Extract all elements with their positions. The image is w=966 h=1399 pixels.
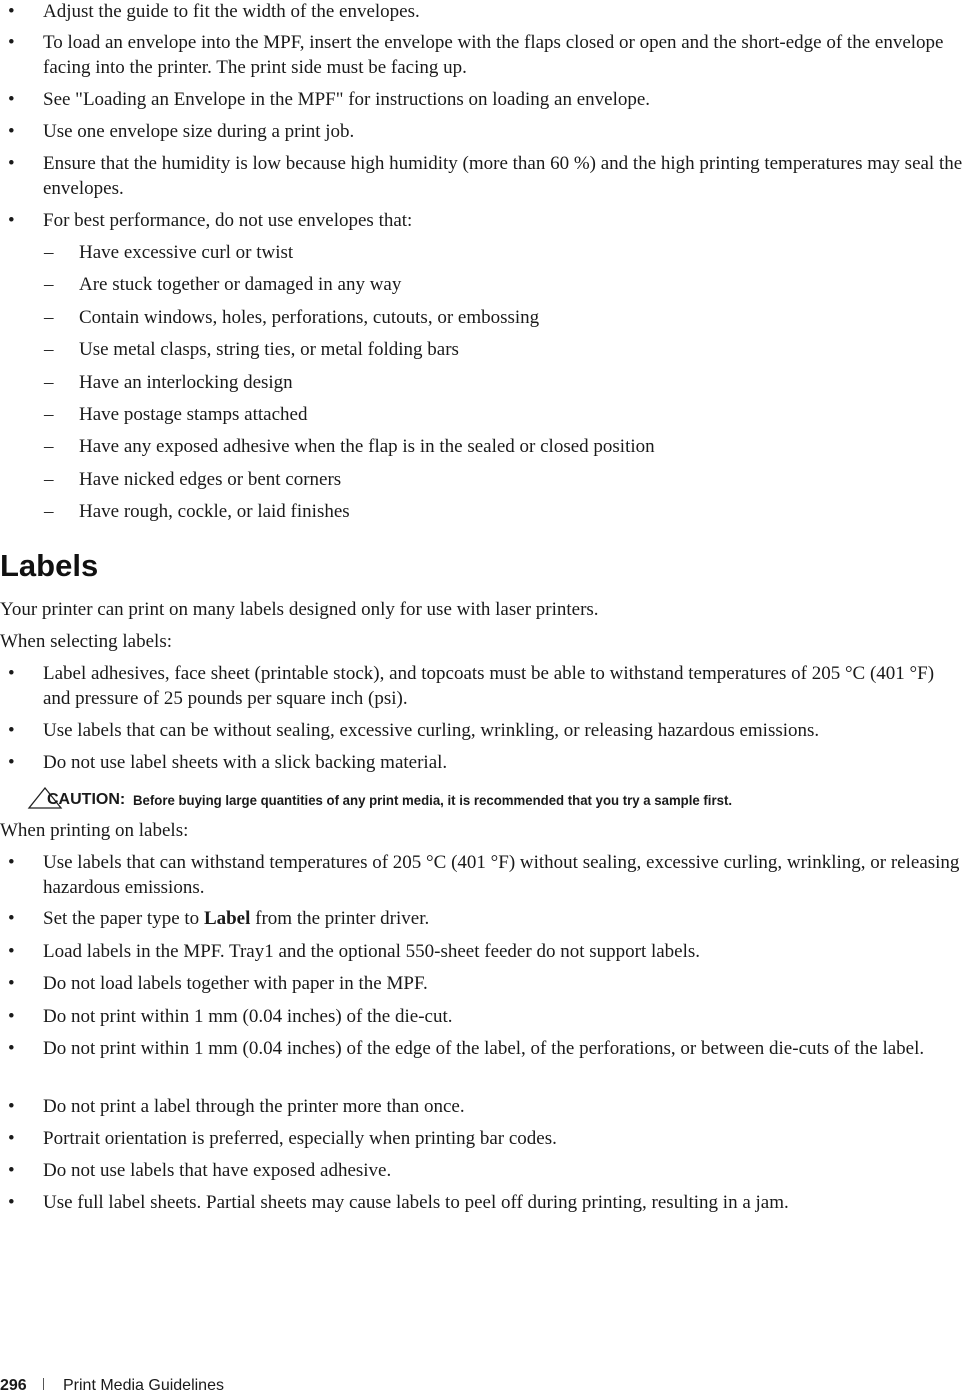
caution-text: Before buying large quantities of any print media, it is recommended that you try a sample first. [133,793,733,809]
footer-divider [43,1378,44,1390]
caution-notice [0,784,966,812]
paper-type-label: Label [203,908,251,929]
labels-intro: Your printer can print on many labels designed only for use with laser printers. [0,599,599,620]
page-number: 296 [0,1377,27,1394]
printing-intro: When printing on labels: [0,820,189,841]
selecting-intro: When selecting labels: [0,631,172,652]
footer-section-title: Print Media Guidelines [63,1377,224,1394]
caution-label: CAUTION: [47,791,126,808]
section-heading-labels: Labels [0,548,99,583]
